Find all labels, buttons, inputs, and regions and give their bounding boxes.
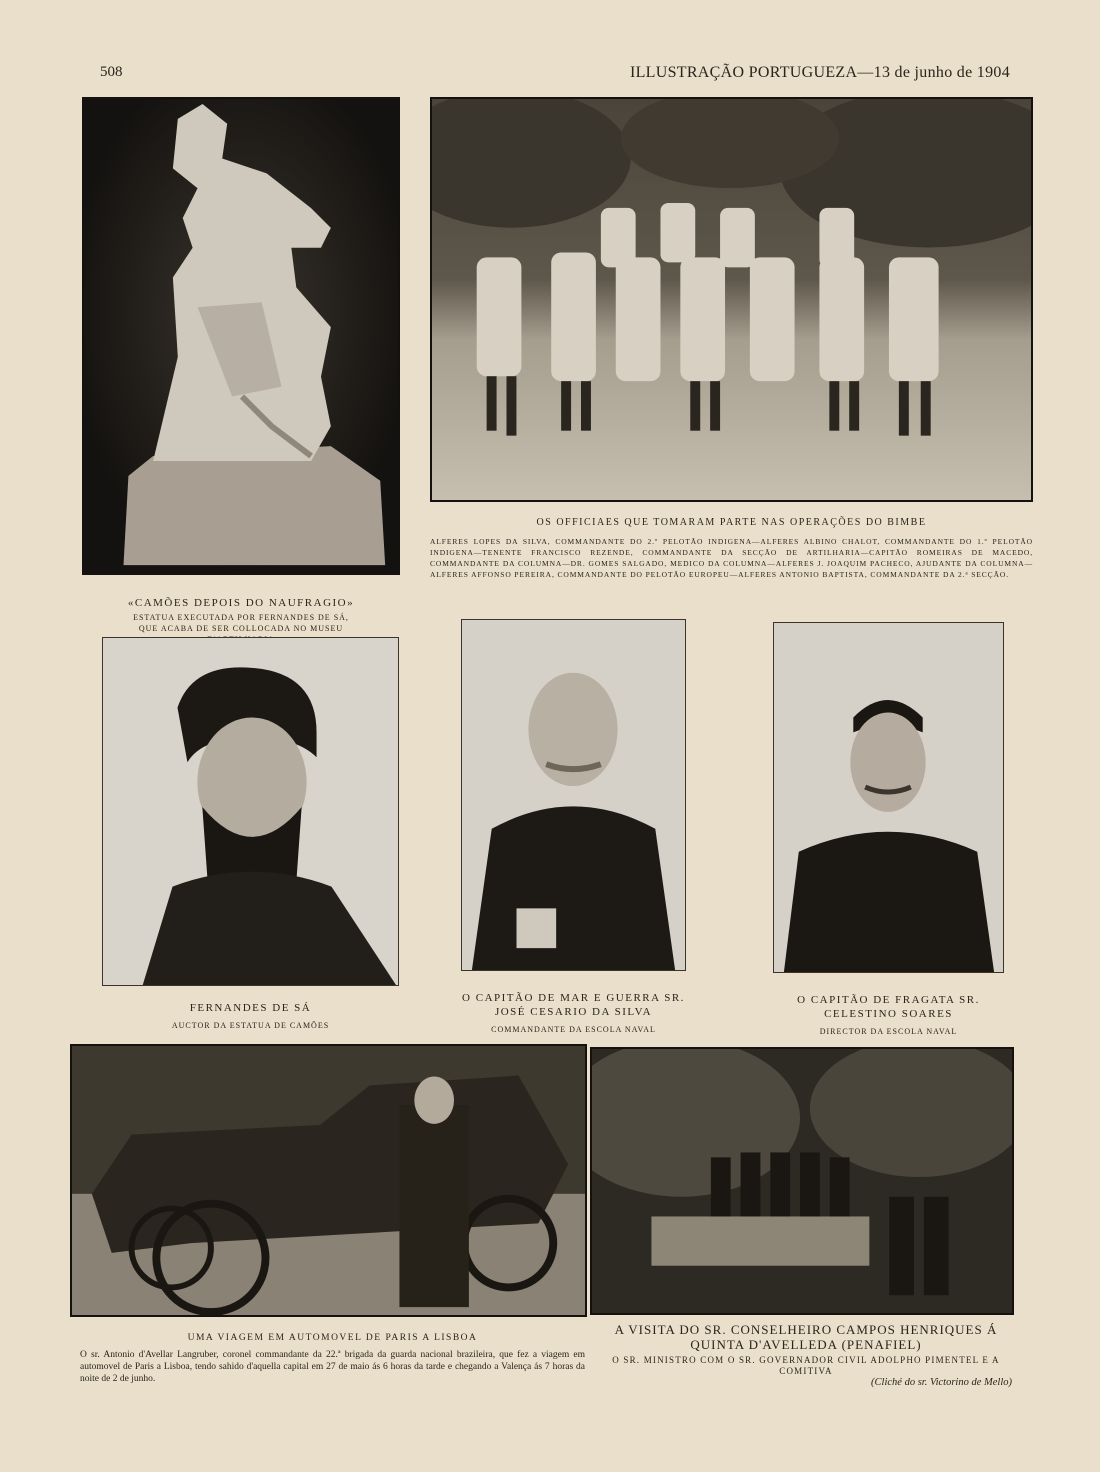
visit-title: A VISITA DO SR. CONSELHEIRO CAMPOS HENRIQUES Á QUINTA D'AVELLEDA (PENAFIEL) [614, 1322, 998, 1352]
portrait-sa-subtitle: AUCTOR DA ESTATUA DE CAMÕES [171, 1021, 330, 1030]
automobile-title: UMA VIAGEM EM AUTOMOVEL DE PARIS A LISBOA [187, 1333, 478, 1343]
portrait-soares-photo [773, 622, 1004, 973]
visit-photo [590, 1047, 1014, 1315]
visit-subtitle: O SR. MINISTRO COM O SR. GOVERNADOR CIVIL ADOLPHO PIMENTEL E A COMITIVA [612, 1355, 1000, 1376]
portrait-cesario-caption [451, 991, 696, 1035]
portrait-cesario-title: O CAPITÃO DE MAR E GUERRA SR. JOSÉ CESARIO DA SILVA [462, 992, 685, 1018]
statue-photo [82, 97, 400, 575]
automobile-photo [70, 1044, 587, 1317]
portrait-soares-subtitle: DIRECTOR DA ESCOLA NAVAL [819, 1027, 958, 1036]
officers-photo [430, 97, 1033, 502]
portrait-soares-title: O CAPITÃO DE FRAGATA SR. CELESTINO SOARES [797, 994, 980, 1020]
page-number: 508 [100, 64, 123, 80]
portrait-cesario-photo [461, 619, 686, 971]
portrait-soares-caption [763, 993, 1014, 1037]
officers-body: ALFERES LOPES DA SILVA, COMMANDANTE DO 2.º PELOTÃO INDIGENA—ALFERES ALBINO CHALOT, COMMANDANTE DO 1.º PELOTÃO INDIGENA—TENENTE FRANCISCO REZENDE, COMMANDANTE DA SECÇÃO DE ARTILHARIA—CAPITÃO ROMEIRAS DE MACEDO, COMMANDANTE DA COLUMNA—DR. GOMES SALGADO, MEDICO DA COLUMNA—ALFERES J. JOAQUIM PACHECO, AJUDANTE DA COLUMNA—ALFERES AFFONSO PEREIRA, COMMANDANTE DO PELOTÃO EUROPEU—ALFERES ANTONIO BAPTISTA, COMMANDANTE DA 2.ª SECÇÃO. [430, 537, 1033, 579]
automobile-caption [80, 1333, 585, 1385]
running-head: ILLUSTRAÇÃO PORTUGUEZA—13 de junho de 1904 [629, 64, 1010, 81]
portrait-sa-photo [102, 637, 399, 986]
portrait-cesario-subtitle: COMMANDANTE DA ESCOLA NAVAL [491, 1025, 656, 1034]
statue-subtitle: ESTATUA EXECUTADA POR FERNANDES DE SÁ, QUE ACABA DE SER COLLOCADA NO MUSEU [133, 613, 349, 633]
statue-title: «CAMÕES DEPOIS DO NAUFRAGIO» [127, 597, 355, 609]
visit-caption [600, 1322, 1012, 1388]
automobile-body: O sr. Antonio d'Avellar Langruber, coronel commandante da 22.ª brigada da guarda nacional brazileira, que fez a viagem em automovel de Paris a Lisboa, tendo sahido d'aquella capital em 27 de maio ás 6 horas da tarde e chegando a Valença ás 7 horas da noite de 2 de junho. [80, 1350, 585, 1384]
officers-title: OS OFFICIAES QUE TOMARAM PARTE NAS OPERAÇÕES DO BIMBE [536, 517, 927, 528]
officers-caption [430, 517, 1033, 580]
portrait-sa-caption [102, 1002, 399, 1031]
portrait-sa-title: FERNANDES DE SÁ [189, 1002, 312, 1014]
visit-credit: (Cliché do sr. Victorino de Mello) [871, 1377, 1012, 1388]
